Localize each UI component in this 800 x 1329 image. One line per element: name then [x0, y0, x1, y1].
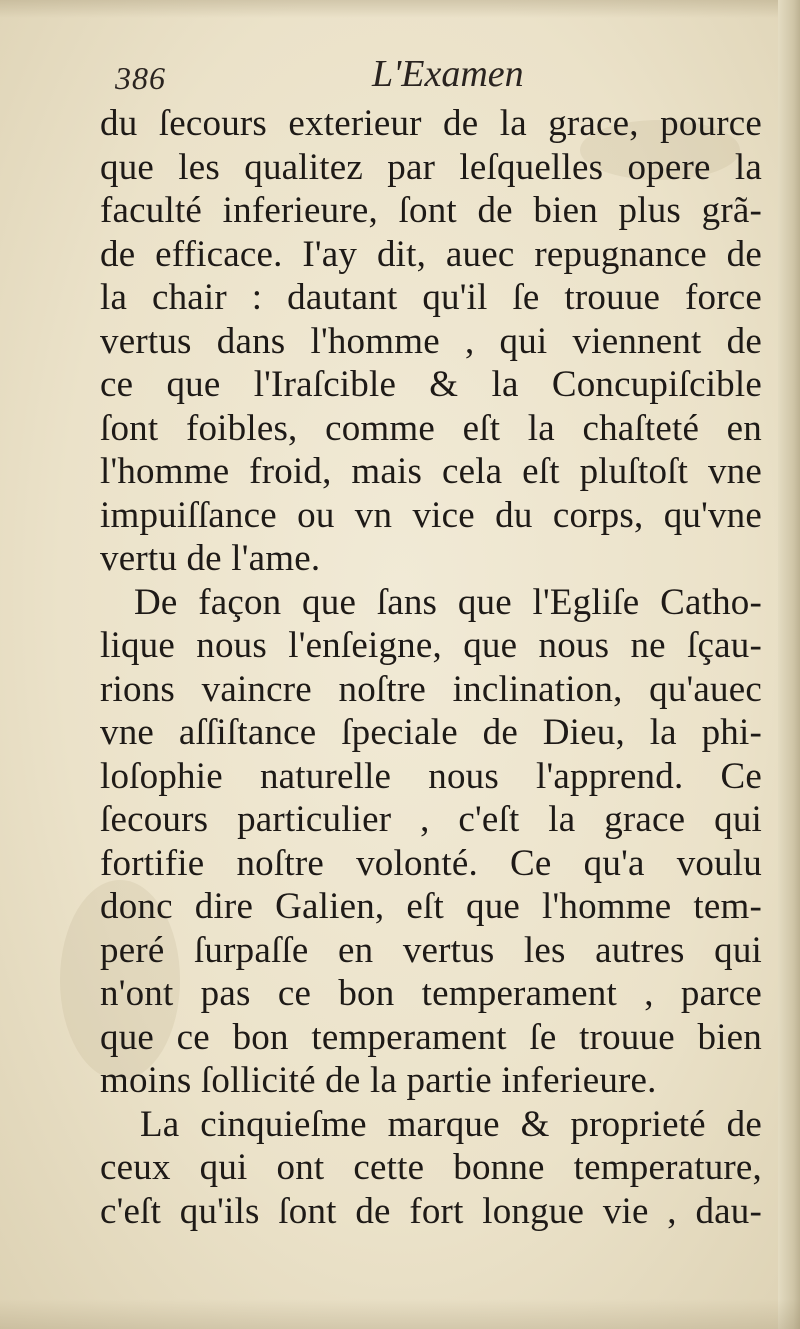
body-text	[100, 102, 762, 1233]
text-line: peré ſurpaſſe en vertus les autres qui	[100, 929, 762, 971]
text-line: faculté inferieure, ſont de bien plus grã-	[100, 190, 762, 231]
paragraph-first-line: De façon que ſans que l'Egliſe Catho-	[134, 581, 762, 623]
text-line: moins ſollicité de la partie inferieure.	[100, 1060, 657, 1101]
text-line: que les qualitez par leſquelles opere la	[100, 146, 762, 188]
page-bottom-shadow	[0, 1299, 800, 1329]
text-line: vne aſſiſtance ſpeciale de Dieu, la phi-	[100, 712, 762, 753]
text-line: loſophie naturelle nous l'apprend. Ce	[100, 755, 762, 797]
text-line: ceux qui ont cette bonne temperature,	[100, 1147, 762, 1188]
page-top-shadow	[0, 0, 800, 18]
text-line: ſont foibles, comme eſt la chaſteté en	[100, 407, 762, 449]
text-line: impuiſſance ou vn vice du corps, qu'vne	[100, 494, 762, 536]
text-line: donc dire Galien, eſt que l'homme tem-	[100, 886, 762, 927]
text-line: ſecours particulier , c'eſt la grace qui	[100, 799, 762, 840]
page-number: 386	[115, 60, 166, 96]
page-right-edge	[778, 0, 800, 1329]
running-head: L'Examen	[372, 53, 524, 95]
text-line: vertus dans l'homme , qui viennent de	[100, 320, 762, 362]
text-line: lique nous l'enſeigne, que nous ne ſçau-	[100, 625, 762, 666]
text-line: l'homme froid, mais cela eſt pluſtoſt vne	[100, 451, 762, 492]
text-line: c'eſt qu'ils ſont de fort longue vie , dau-	[100, 1190, 762, 1232]
text-line: ce que l'Iraſcible & la Concupiſcible	[100, 364, 762, 405]
page-header	[0, 52, 800, 102]
text-line: la chair : dautant qu'il ſe trouue force	[100, 277, 762, 318]
text-line: que ce bon temperament ſe trouue bien	[100, 1016, 762, 1058]
paragraph-first-line: La cinquieſme marque & proprieté de	[140, 1103, 762, 1145]
text-line: vertu de l'ame.	[100, 538, 321, 579]
text-line: n'ont pas ce bon temperament , parce	[100, 973, 762, 1014]
text-line: de efficace. I'ay dit, auec repugnance de	[100, 233, 762, 275]
text-line: du ſecours exterieur de la grace, pource	[100, 103, 762, 144]
text-line: rions vaincre noſtre inclination, qu'auec	[100, 668, 762, 710]
text-line: fortifie noſtre volonté. Ce qu'a voulu	[100, 842, 762, 884]
